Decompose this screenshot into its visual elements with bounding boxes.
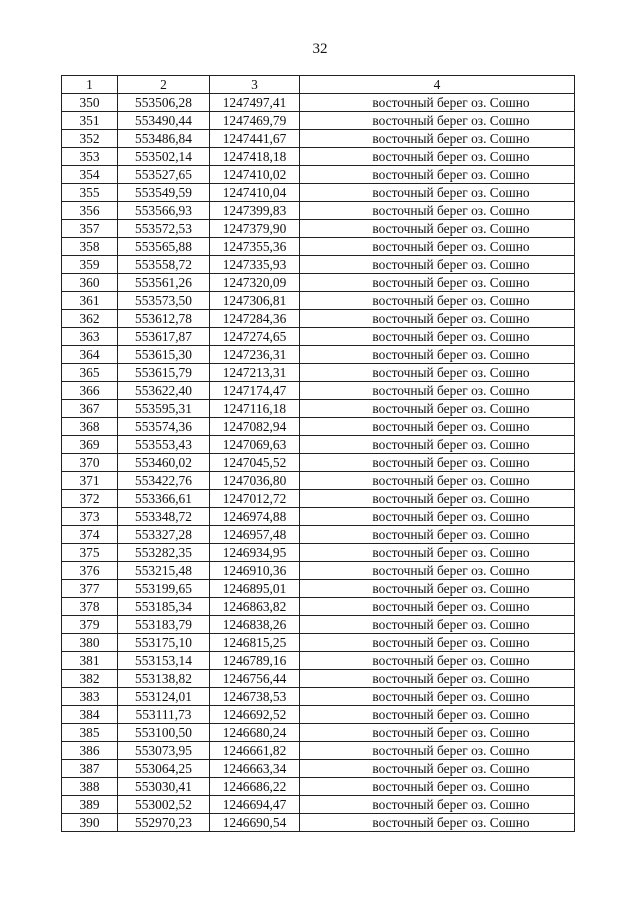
y-coordinate-cell: 1247012,72 [210, 490, 300, 508]
y-coordinate-cell: 1246686,22 [210, 778, 300, 796]
table-row [62, 724, 575, 742]
coordinates-table [61, 75, 575, 832]
y-coordinate-cell: 1246692,52 [210, 706, 300, 724]
description-cell: восточный берег оз. Сошно [300, 202, 575, 220]
description-cell: восточный берег оз. Сошно [300, 562, 575, 580]
x-coordinate-cell: 553553,43 [118, 436, 210, 454]
y-coordinate-cell: 1247274,65 [210, 328, 300, 346]
header-col-3: 3 [210, 76, 300, 94]
x-coordinate-cell: 553527,65 [118, 166, 210, 184]
point-number-cell: 377 [62, 580, 118, 598]
table-row [62, 166, 575, 184]
point-number-cell: 362 [62, 310, 118, 328]
table-row [62, 598, 575, 616]
description-cell: восточный берег оз. Сошно [300, 328, 575, 346]
point-number-cell: 370 [62, 454, 118, 472]
point-number-cell: 353 [62, 148, 118, 166]
x-coordinate-cell: 553030,41 [118, 778, 210, 796]
description-cell: восточный берег оз. Сошно [300, 130, 575, 148]
point-number-cell: 385 [62, 724, 118, 742]
page-number: 32 [312, 41, 328, 57]
x-coordinate-cell: 553612,78 [118, 310, 210, 328]
point-number-cell: 361 [62, 292, 118, 310]
table-row [62, 220, 575, 238]
x-coordinate-cell: 553622,40 [118, 382, 210, 400]
x-coordinate-cell: 553282,35 [118, 544, 210, 562]
table-row [62, 562, 575, 580]
x-coordinate-cell: 553185,34 [118, 598, 210, 616]
point-number-cell: 380 [62, 634, 118, 652]
table-row [62, 760, 575, 778]
point-number-cell: 379 [62, 616, 118, 634]
table-row [62, 202, 575, 220]
point-number-cell: 355 [62, 184, 118, 202]
x-coordinate-cell: 553573,50 [118, 292, 210, 310]
point-number-cell: 360 [62, 274, 118, 292]
y-coordinate-cell: 1247418,18 [210, 148, 300, 166]
x-coordinate-cell: 553422,76 [118, 472, 210, 490]
point-number-cell: 388 [62, 778, 118, 796]
description-cell: восточный берег оз. Сошно [300, 238, 575, 256]
point-number-cell: 368 [62, 418, 118, 436]
table-row [62, 706, 575, 724]
x-coordinate-cell: 553199,65 [118, 580, 210, 598]
x-coordinate-cell: 553138,82 [118, 670, 210, 688]
point-number-cell: 363 [62, 328, 118, 346]
description-cell: восточный берег оз. Сошно [300, 796, 575, 814]
x-coordinate-cell: 553348,72 [118, 508, 210, 526]
description-cell: восточный берег оз. Сошно [300, 220, 575, 238]
y-coordinate-cell: 1247410,02 [210, 166, 300, 184]
y-coordinate-cell: 1247045,52 [210, 454, 300, 472]
table-row [62, 796, 575, 814]
x-coordinate-cell: 553153,14 [118, 652, 210, 670]
description-cell: восточный берег оз. Сошно [300, 382, 575, 400]
y-coordinate-cell: 1247441,67 [210, 130, 300, 148]
point-number-cell: 389 [62, 796, 118, 814]
point-number-cell: 357 [62, 220, 118, 238]
point-number-cell: 358 [62, 238, 118, 256]
x-coordinate-cell: 553566,93 [118, 202, 210, 220]
y-coordinate-cell: 1246738,53 [210, 688, 300, 706]
y-coordinate-cell: 1247236,31 [210, 346, 300, 364]
point-number-cell: 378 [62, 598, 118, 616]
table-header-row [62, 76, 575, 94]
y-coordinate-cell: 1247355,36 [210, 238, 300, 256]
table-row [62, 130, 575, 148]
description-cell: восточный берег оз. Сошно [300, 346, 575, 364]
point-number-cell: 369 [62, 436, 118, 454]
point-number-cell: 365 [62, 364, 118, 382]
point-number-cell: 356 [62, 202, 118, 220]
y-coordinate-cell: 1246910,36 [210, 562, 300, 580]
description-cell: восточный берег оз. Сошно [300, 472, 575, 490]
description-cell: восточный берег оз. Сошно [300, 184, 575, 202]
y-coordinate-cell: 1246957,48 [210, 526, 300, 544]
x-coordinate-cell: 553595,31 [118, 400, 210, 418]
description-cell: восточный берег оз. Сошно [300, 112, 575, 130]
x-coordinate-cell: 552970,23 [118, 814, 210, 832]
table-row [62, 148, 575, 166]
description-cell: восточный берег оз. Сошно [300, 544, 575, 562]
x-coordinate-cell: 553064,25 [118, 760, 210, 778]
header-col-2: 2 [118, 76, 210, 94]
point-number-cell: 383 [62, 688, 118, 706]
x-coordinate-cell: 553460,02 [118, 454, 210, 472]
y-coordinate-cell: 1246895,01 [210, 580, 300, 598]
x-coordinate-cell: 553111,73 [118, 706, 210, 724]
x-coordinate-cell: 553549,59 [118, 184, 210, 202]
y-coordinate-cell: 1246789,16 [210, 652, 300, 670]
y-coordinate-cell: 1247320,09 [210, 274, 300, 292]
point-number-cell: 382 [62, 670, 118, 688]
x-coordinate-cell: 553558,72 [118, 256, 210, 274]
y-coordinate-cell: 1247410,04 [210, 184, 300, 202]
table-row [62, 688, 575, 706]
x-coordinate-cell: 553574,36 [118, 418, 210, 436]
table-row [62, 382, 575, 400]
table-row [62, 184, 575, 202]
point-number-cell: 366 [62, 382, 118, 400]
point-number-cell: 390 [62, 814, 118, 832]
point-number-cell: 381 [62, 652, 118, 670]
y-coordinate-cell: 1246934,95 [210, 544, 300, 562]
description-cell: восточный берег оз. Сошно [300, 364, 575, 382]
description-cell: восточный берег оз. Сошно [300, 778, 575, 796]
x-coordinate-cell: 553615,79 [118, 364, 210, 382]
x-coordinate-cell: 553124,01 [118, 688, 210, 706]
y-coordinate-cell: 1247497,41 [210, 94, 300, 112]
y-coordinate-cell: 1246663,34 [210, 760, 300, 778]
y-coordinate-cell: 1247399,83 [210, 202, 300, 220]
y-coordinate-cell: 1247174,47 [210, 382, 300, 400]
x-coordinate-cell: 553490,44 [118, 112, 210, 130]
table-row [62, 634, 575, 652]
point-number-cell: 373 [62, 508, 118, 526]
y-coordinate-cell: 1246661,82 [210, 742, 300, 760]
x-coordinate-cell: 553215,48 [118, 562, 210, 580]
y-coordinate-cell: 1247335,93 [210, 256, 300, 274]
table-row [62, 256, 575, 274]
description-cell: восточный берег оз. Сошно [300, 742, 575, 760]
table-row [62, 670, 575, 688]
y-coordinate-cell: 1247036,80 [210, 472, 300, 490]
description-cell: восточный берег оз. Сошно [300, 670, 575, 688]
description-cell: восточный берег оз. Сошно [300, 688, 575, 706]
table-row [62, 364, 575, 382]
table-row [62, 778, 575, 796]
description-cell: восточный берег оз. Сошно [300, 454, 575, 472]
x-coordinate-cell: 553327,28 [118, 526, 210, 544]
point-number-cell: 384 [62, 706, 118, 724]
point-number-cell: 359 [62, 256, 118, 274]
description-cell: восточный берег оз. Сошно [300, 256, 575, 274]
y-coordinate-cell: 1247306,81 [210, 292, 300, 310]
table-row [62, 112, 575, 130]
point-number-cell: 386 [62, 742, 118, 760]
description-cell: восточный берег оз. Сошно [300, 418, 575, 436]
point-number-cell: 376 [62, 562, 118, 580]
table-row [62, 616, 575, 634]
description-cell: восточный берег оз. Сошно [300, 526, 575, 544]
description-cell: восточный берег оз. Сошно [300, 724, 575, 742]
description-cell: восточный берег оз. Сошно [300, 634, 575, 652]
x-coordinate-cell: 553183,79 [118, 616, 210, 634]
description-cell: восточный берег оз. Сошно [300, 400, 575, 418]
y-coordinate-cell: 1247069,63 [210, 436, 300, 454]
y-coordinate-cell: 1247284,36 [210, 310, 300, 328]
table-row [62, 418, 575, 436]
description-cell: восточный берег оз. Сошно [300, 490, 575, 508]
point-number-cell: 350 [62, 94, 118, 112]
y-coordinate-cell: 1246863,82 [210, 598, 300, 616]
x-coordinate-cell: 553002,52 [118, 796, 210, 814]
table-row [62, 328, 575, 346]
x-coordinate-cell: 553486,84 [118, 130, 210, 148]
point-number-cell: 371 [62, 472, 118, 490]
table-row [62, 292, 575, 310]
x-coordinate-cell: 553073,95 [118, 742, 210, 760]
y-coordinate-cell: 1247082,94 [210, 418, 300, 436]
header-col-1: 1 [62, 76, 118, 94]
x-coordinate-cell: 553565,88 [118, 238, 210, 256]
point-number-cell: 351 [62, 112, 118, 130]
y-coordinate-cell: 1247213,31 [210, 364, 300, 382]
description-cell: восточный берег оз. Сошно [300, 652, 575, 670]
table-row [62, 544, 575, 562]
x-coordinate-cell: 553561,26 [118, 274, 210, 292]
table-row [62, 580, 575, 598]
y-coordinate-cell: 1246690,54 [210, 814, 300, 832]
x-coordinate-cell: 553366,61 [118, 490, 210, 508]
description-cell: восточный берег оз. Сошно [300, 166, 575, 184]
table-row [62, 94, 575, 112]
x-coordinate-cell: 553617,87 [118, 328, 210, 346]
x-coordinate-cell: 553506,28 [118, 94, 210, 112]
x-coordinate-cell: 553572,53 [118, 220, 210, 238]
description-cell: восточный берег оз. Сошно [300, 706, 575, 724]
point-number-cell: 364 [62, 346, 118, 364]
description-cell: восточный берег оз. Сошно [300, 436, 575, 454]
table-row [62, 238, 575, 256]
description-cell: восточный берег оз. Сошно [300, 616, 575, 634]
x-coordinate-cell: 553175,10 [118, 634, 210, 652]
y-coordinate-cell: 1246815,25 [210, 634, 300, 652]
x-coordinate-cell: 553615,30 [118, 346, 210, 364]
description-cell: восточный берег оз. Сошно [300, 508, 575, 526]
table-row [62, 814, 575, 832]
table-row [62, 274, 575, 292]
point-number-cell: 352 [62, 130, 118, 148]
description-cell: восточный берег оз. Сошно [300, 310, 575, 328]
y-coordinate-cell: 1246694,47 [210, 796, 300, 814]
table-row [62, 526, 575, 544]
table-row [62, 742, 575, 760]
description-cell: восточный берег оз. Сошно [300, 94, 575, 112]
y-coordinate-cell: 1246838,26 [210, 616, 300, 634]
y-coordinate-cell: 1246680,24 [210, 724, 300, 742]
x-coordinate-cell: 553100,50 [118, 724, 210, 742]
description-cell: восточный берег оз. Сошно [300, 274, 575, 292]
table-row [62, 508, 575, 526]
point-number-cell: 372 [62, 490, 118, 508]
table-row [62, 454, 575, 472]
description-cell: восточный берег оз. Сошно [300, 760, 575, 778]
description-cell: восточный берег оз. Сошно [300, 292, 575, 310]
y-coordinate-cell: 1247116,18 [210, 400, 300, 418]
description-cell: восточный берег оз. Сошно [300, 598, 575, 616]
point-number-cell: 367 [62, 400, 118, 418]
point-number-cell: 387 [62, 760, 118, 778]
point-number-cell: 375 [62, 544, 118, 562]
description-cell: восточный берег оз. Сошно [300, 148, 575, 166]
table-row [62, 346, 575, 364]
table-row [62, 310, 575, 328]
point-number-cell: 354 [62, 166, 118, 184]
y-coordinate-cell: 1247469,79 [210, 112, 300, 130]
description-cell: восточный берег оз. Сошно [300, 580, 575, 598]
table-row [62, 400, 575, 418]
point-number-cell: 374 [62, 526, 118, 544]
description-cell: восточный берег оз. Сошно [300, 814, 575, 832]
y-coordinate-cell: 1246974,88 [210, 508, 300, 526]
y-coordinate-cell: 1246756,44 [210, 670, 300, 688]
table-body [62, 94, 575, 832]
table-row [62, 490, 575, 508]
table-row [62, 436, 575, 454]
table-row [62, 472, 575, 490]
x-coordinate-cell: 553502,14 [118, 148, 210, 166]
header-col-4: 4 [300, 76, 575, 94]
table-row [62, 652, 575, 670]
y-coordinate-cell: 1247379,90 [210, 220, 300, 238]
